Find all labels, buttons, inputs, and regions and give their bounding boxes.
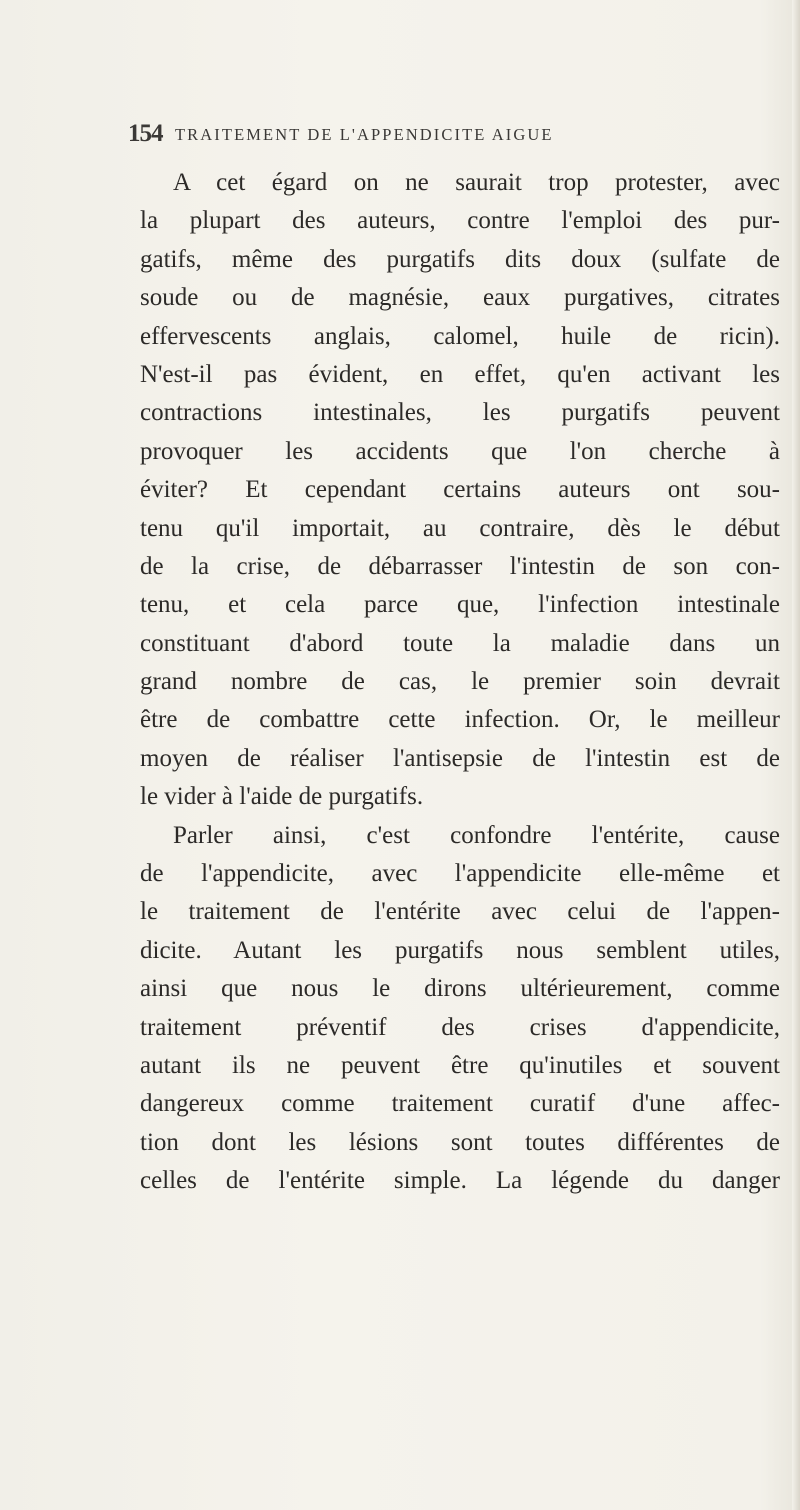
running-title: TRAITEMENT DE L'APPENDICITE AIGUE: [175, 125, 554, 144]
text-line: tenu, et cela parce que, l'infection intestinale: [140, 591, 780, 619]
page-edge: [792, 0, 800, 1510]
text-line: le vider à l'aide de purgatifs.: [140, 783, 424, 811]
text-line: moyen de réaliser l'antisepsie de l'intestin est de: [140, 744, 780, 772]
text-line: la plupart des auteurs, contre l'emploi des pur-: [140, 207, 780, 235]
text-line: soude ou de magnésie, eaux purgatives, citrates: [140, 284, 780, 312]
text-line: Parler ainsi, c'est confondre l'entérite, cause: [173, 821, 780, 849]
text-line: le traitement de l'entérite avec celui de l'appen-: [140, 898, 780, 926]
text-line: autant ils ne peuvent être qu'inutiles et souvent: [140, 1051, 780, 1079]
text-line: N'est-il pas évident, en effet, qu'en activant les: [140, 360, 780, 388]
running-head: [128, 120, 768, 160]
text-line: A cet égard on ne saurait trop protester, avec: [173, 169, 780, 196]
text-line: effervescents anglais, calomel, huile de ricin).: [140, 322, 780, 350]
body-text: [140, 164, 780, 1201]
text-line: de l'appendicite, avec l'appendicite elle-même et: [140, 860, 780, 888]
text-line: dicite. Autant les purgatifs nous semblent utiles,: [140, 936, 780, 964]
text-line: éviter? Et cependant certains auteurs ont sou-: [140, 476, 780, 504]
text-line: de la crise, de débarrasser l'intestin de son con-: [140, 552, 780, 580]
text-line: gatifs, même des purgatifs dits doux (sulfate de: [140, 245, 780, 273]
text-line: provoquer les accidents que l'on cherche à: [140, 437, 780, 465]
text-line: contractions intestinales, les purgatifs peuvent: [140, 399, 780, 427]
text-line: être de combattre cette infection. Or, le meilleur: [140, 706, 780, 734]
page-number: 154: [128, 120, 163, 147]
text-line: grand nombre de cas, le premier soin devrait: [140, 668, 780, 696]
text-line: tion dont les lésions sont toutes différentes de: [140, 1128, 780, 1156]
text-line: tenu qu'il importait, au contraire, dès le début: [140, 514, 780, 542]
text-line: traitement préventif des crises d'appendicite,: [140, 1013, 780, 1041]
text-line: constituant d'abord toute la maladie dans un: [140, 629, 780, 657]
text-line: ainsi que nous le dirons ultérieurement, comme: [140, 975, 780, 1003]
text-line: dangereux comme traitement curatif d'une affec-: [140, 1090, 780, 1118]
text-line: celles de l'entérite simple. La légende du danger: [140, 1167, 780, 1195]
